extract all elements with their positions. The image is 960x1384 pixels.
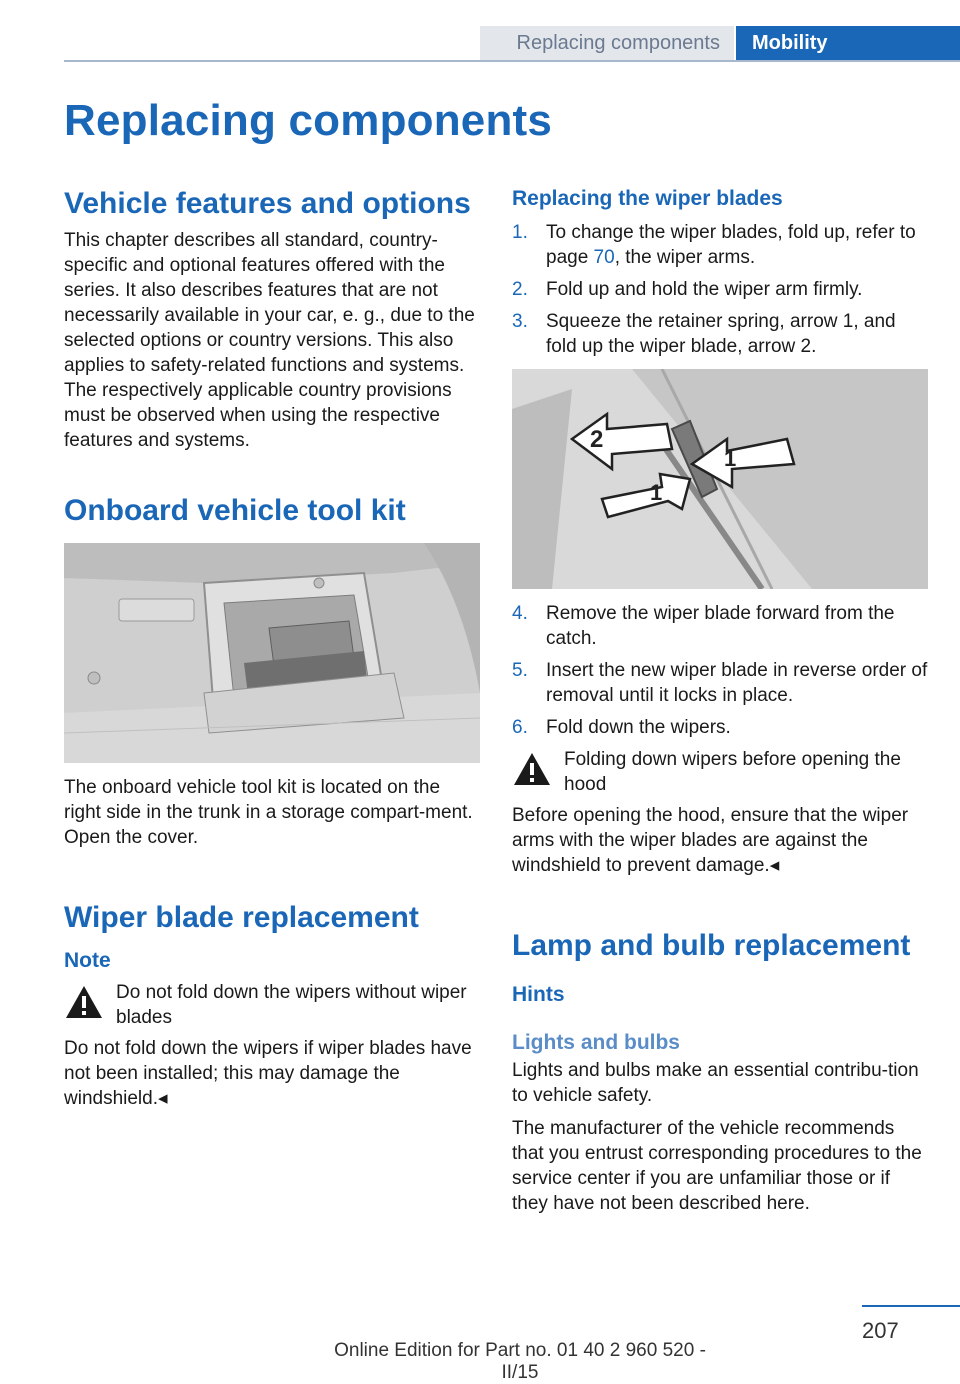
step-number: 1.: [512, 222, 528, 243]
step-text: Squeeze the retainer spring, arrow 1, and fold up the wiper blade, arrow 2.: [546, 311, 896, 357]
header-chapter-label: Mobility: [752, 31, 828, 54]
header-section-tab[interactable]: [480, 26, 734, 60]
left-column: [64, 184, 480, 1111]
header-chapter-tab[interactable]: [736, 26, 960, 60]
warning-hood: [512, 747, 928, 797]
warning-note: [64, 980, 480, 1030]
list-item: [512, 601, 928, 651]
right-column: [512, 184, 928, 1216]
warning-note-text: Do not fold down the wipers if wiper blades have not been installed; this may damage the windshield.◂: [64, 1038, 472, 1109]
hints-heading: Hints: [512, 983, 565, 1006]
list-item: [512, 220, 928, 270]
tool-kit-figure: [64, 543, 480, 763]
header-rule: [64, 60, 960, 62]
arrow-label-1-upper: 1: [724, 446, 737, 471]
tool-kit-heading: Onboard vehicle tool kit: [64, 494, 406, 527]
warning-note-title: Do not fold down the wipers without wiper blades: [116, 982, 467, 1028]
arrow-label-2: 2: [590, 426, 604, 453]
tool-kit-text: The onboard vehicle tool kit is located on the right side in the trunk in a storage compart-ment. Open the cover.: [64, 777, 473, 848]
lights-bulbs-heading: Lights and bulbs: [512, 1031, 680, 1054]
note-heading: Note: [64, 949, 111, 972]
trunk-storage-illustration: [64, 543, 480, 763]
step-text: To change the wiper blades, fold up, refer to page 70, the wiper arms.: [546, 222, 916, 268]
step-text: Fold up and hold the wiper arm firmly.: [546, 279, 863, 300]
edition-line: Online Edition for Part no. 01 40 2 960 520 - II/15: [334, 1340, 706, 1383]
wiper-blade-illustration: [512, 369, 928, 589]
page-number: 207: [862, 1318, 899, 1343]
warning-triangle-icon: [512, 751, 552, 787]
step-number: 5.: [512, 660, 528, 681]
list-item: [512, 658, 928, 708]
footer-rule: [862, 1305, 960, 1307]
page-link[interactable]: 70: [593, 247, 615, 268]
step-number: 4.: [512, 603, 528, 624]
vehicle-features-heading: Vehicle features and options: [64, 187, 471, 220]
step-number: 6.: [512, 717, 528, 738]
page-title: Replacing components: [64, 96, 553, 145]
list-item: [512, 715, 928, 740]
warning-hood-title: Folding down wipers before opening the hood: [564, 749, 901, 795]
lights-bulbs-text-2: The manufacturer of the vehicle recommends that you entrust corresponding procedures to the service center if you are unfamiliar those or if they have not been described here.: [512, 1118, 922, 1214]
step-number: 3.: [512, 311, 528, 332]
replacing-wiper-heading: Replacing the wiper blades: [512, 187, 783, 210]
step-number: 2.: [512, 279, 528, 300]
step-text: Remove the wiper blade forward from the catch.: [546, 603, 895, 649]
list-item: [512, 309, 928, 359]
wiper-replacement-heading: Wiper blade replacement: [64, 901, 419, 934]
lights-bulbs-text-1: Lights and bulbs make an essential contribu-tion to vehicle safety.: [512, 1060, 919, 1106]
step-text: Insert the new wiper blade in reverse order of removal until it locks in place.: [546, 660, 928, 706]
arrow-label-1-lower: 1: [650, 480, 663, 505]
header-section-label: Replacing components: [516, 31, 720, 54]
warning-hood-text: Before opening the hood, ensure that the wiper arms with the wiper blades are against the windshield to prevent damage.◂: [512, 805, 909, 876]
vehicle-features-text: This chapter describes all standard, country-specific and optional features offered with the series. It also describes features that are not necessarily available in your car, e. g., due to the selected options or country versions. This also applies to safety-related functions and systems. The respectively applicable country provisions must be observed when using the respective features and systems.: [64, 230, 475, 451]
wiper-steps-list-b: [512, 601, 928, 740]
wiper-figure: [512, 369, 928, 589]
warning-triangle-icon: [64, 984, 104, 1020]
wiper-steps-list-a: [512, 220, 928, 359]
step-text: Fold down the wipers.: [546, 717, 731, 738]
list-item: [512, 277, 928, 302]
lamp-replacement-heading: Lamp and bulb replacement: [512, 929, 911, 962]
